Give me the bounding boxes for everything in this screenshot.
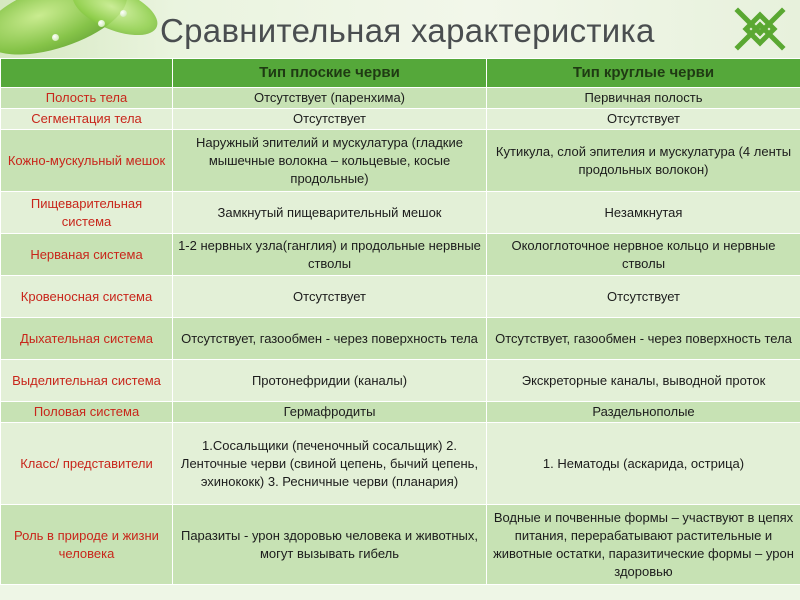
row-label: Кровеносная система [1,276,173,318]
roundworm-cell: Водные и почвенные формы – участвуют в цепях питания, перерабатывают растительные и животные остатки, паразитические формы – урон здоровью [487,505,800,585]
flatworm-cell: 1.Сосальщики (печеночный сосальщик) 2. Ленточные черви (свиной цепень, бычий цепень, эхинококк) 3. Ресничные черви (планария) [173,423,487,505]
flatworm-cell: Замкнутый пищеварительный мешок [173,192,487,234]
roundworm-cell: 1. Нематоды (аскарида, острица) [487,423,800,505]
row-label: Роль в природе и жизни человека [1,505,173,585]
water-drop [120,10,127,17]
flatworm-cell: Гермафродиты [173,402,487,423]
roundworm-cell: Незамкнутая [487,192,800,234]
row-label: Пищеварительная система [1,192,173,234]
roundworm-cell: Раздельнополые [487,402,800,423]
roundworm-cell: Кутикула, слой эпителия и мускулатура (4 ленты продольных волокон) [487,130,800,192]
comparison-table [0,58,800,585]
roundworm-cell: Отсутствует [487,109,800,130]
roundworm-cell: Окологлоточное нервное кольцо и нервные стволы [487,234,800,276]
row-label: Половая система [1,402,173,423]
table-row [1,88,800,109]
row-label: Класс/ представители [1,423,173,505]
flatworm-cell: Отсутствует, газообмен - через поверхность тела [173,318,487,360]
table-header-row [1,59,800,88]
table-row [1,130,800,192]
flatworm-cell: Протонефридии (каналы) [173,360,487,402]
roundworm-cell: Отсутствует, газообмен - через поверхность тела [487,318,800,360]
table-row [1,402,800,423]
water-drop [98,20,105,27]
table-row [1,505,800,585]
row-label: Выделительная система [1,360,173,402]
row-label: Сегментация тела [1,109,173,130]
flatworm-cell: Отсутствует (паренхима) [173,88,487,109]
table-row [1,276,800,318]
flatworm-cell: Отсутствует [173,109,487,130]
roundworm-cell: Экскреторные каналы, выводной проток [487,360,800,402]
flatworm-cell: 1-2 нервных узла(ганглия) и продольные нервные стволы [173,234,487,276]
page-title: Сравнительная характеристика [160,12,655,49]
table-row [1,234,800,276]
row-label: Полость тела [1,88,173,109]
flatworm-cell: Наружный эпителий и мускулатура (гладкие мышечные волокна – кольцевые, косые продольные) [173,130,487,192]
table-row [1,423,800,505]
roundworm-cell: Отсутствует [487,276,800,318]
water-drop [52,34,59,41]
header-flatworms: Тип плоские черви [173,59,487,88]
table-row [1,109,800,130]
header-corner [1,59,173,88]
row-label: Дыхательная система [1,318,173,360]
row-label: Нерваная система [1,234,173,276]
header-roundworms: Тип круглые черви [487,59,800,88]
table-row [1,318,800,360]
knot-logo-icon [730,3,790,55]
table-row [1,192,800,234]
roundworm-cell: Первичная полость [487,88,800,109]
flatworm-cell: Паразиты - урон здоровью человека и животных, могут вызывать гибель [173,505,487,585]
table-row [1,360,800,402]
row-label: Кожно-мускульный мешок [1,130,173,192]
header-banner [0,0,800,58]
flatworm-cell: Отсутствует [173,276,487,318]
